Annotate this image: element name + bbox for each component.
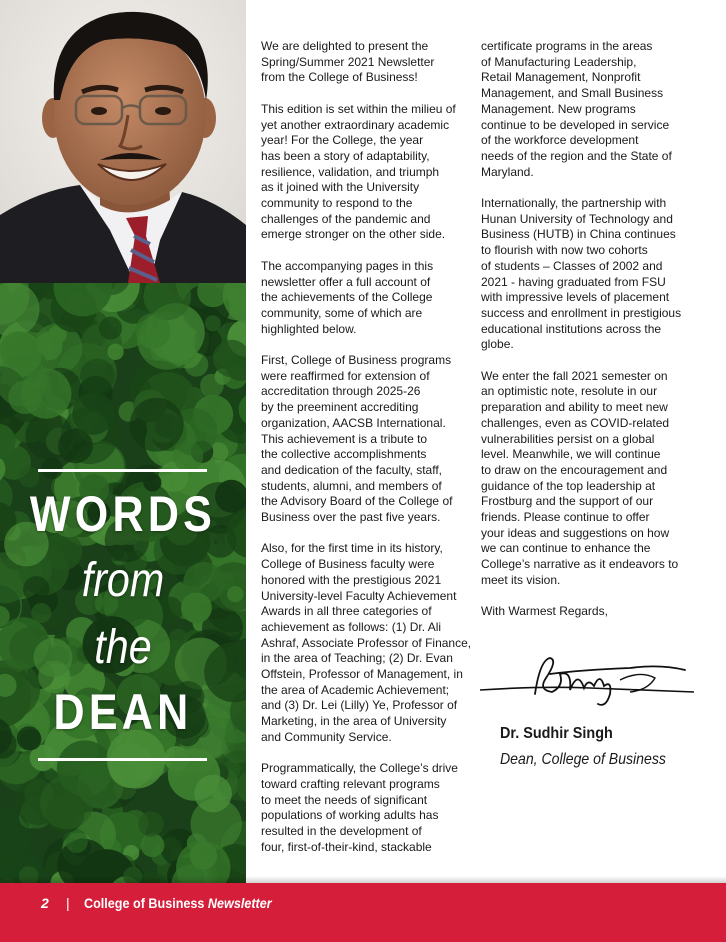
text-line: Also, for the first time in its history, (261, 541, 443, 556)
text-line: Management. New programs (481, 101, 636, 116)
text-line: Ashraf, Associate Professor of Finance, (261, 635, 472, 650)
text-line: Business (HUTB) in China continues (481, 227, 676, 242)
text-line: toward crafting relevant programs (261, 776, 440, 791)
text-line: the achievements of the College (261, 290, 433, 305)
col1-paragraph (261, 541, 471, 745)
text-line: College’s narrative as it endeavors to (481, 557, 679, 572)
page-number: 2 (41, 895, 49, 911)
text-line: to flourish with now two cohorts (481, 243, 648, 258)
text-line: Offstein, Professor of Management, in (261, 667, 463, 682)
text-line: by the preeminent accrediting (261, 400, 419, 415)
text-line: needs of the region and the State of (481, 148, 672, 163)
text-line: four, first-of-their-kind, stackable (261, 839, 432, 854)
text-line: This achievement is a tribute to (261, 431, 428, 446)
text-line: 2021 - having graduated from FSU (481, 274, 666, 289)
publication-name-italic: Newsletter (207, 895, 272, 911)
text-line: to draw on the encouragement and (481, 462, 668, 477)
text-line: Retail Management, Nonprofit (481, 70, 641, 85)
publication-name-main: College of Business (84, 895, 205, 911)
text-line: Awards in all three categories of (261, 604, 432, 619)
text-line: Maryland. (481, 164, 534, 179)
text-line: educational institutions across the (481, 321, 662, 336)
text-line: and (3) Dr. Lei (Lilly) Ye, Professor of (261, 698, 458, 713)
col1-paragraph (261, 102, 471, 243)
text-line: success and enrollment in prestigious (481, 305, 682, 320)
footer-separator: | (66, 895, 70, 911)
text-line: Marketing, in the area of University (261, 714, 447, 729)
text-line: achievement as follows: (1) Dr. Ali (261, 619, 442, 634)
left-image-panel (0, 0, 246, 883)
text-line: continue to be developed in service (481, 117, 670, 132)
col1-paragraph (261, 259, 471, 338)
text-line: friends. Please continue to offer (481, 510, 650, 525)
text-line: globe. (481, 337, 514, 352)
text-line: Frostburg and the support of our (481, 494, 654, 509)
text-line: and Community Service. (261, 729, 392, 744)
text-line: Programmatically, the College’s drive (261, 761, 458, 776)
text-line: as it joined with the University (261, 180, 420, 195)
letter-column-left (261, 39, 471, 871)
dean-title: Dean, College of Business (500, 751, 666, 768)
text-line: to meet the needs of significant (261, 792, 428, 807)
text-line: resilience, validation, and triumph (261, 164, 440, 179)
col2-paragraph (481, 39, 691, 180)
text-line: of the workforce development (481, 133, 639, 148)
text-line: organization, AACSB International. (261, 415, 446, 430)
text-line: accreditation through 2025-26 (261, 384, 421, 399)
col2-paragraph (481, 196, 691, 353)
text-line: the Advisory Board of the College of (261, 494, 453, 509)
text-line: University-level Faculty Achievement (261, 588, 457, 603)
text-line: from the College of Business! (261, 70, 418, 85)
text-line: community to respond to the (261, 196, 413, 211)
title-dean: DEAN (53, 684, 193, 740)
dean-signature (480, 650, 695, 712)
text-line: newsletter offer a full account of (261, 274, 431, 289)
col1-paragraph (261, 39, 471, 86)
text-line: This edition is set within the milieu of (261, 101, 456, 116)
text-line: First, College of Business programs (261, 353, 452, 368)
text-line: Management, and Small Business (481, 86, 664, 101)
dean-portrait-photo (0, 0, 246, 283)
text-line: certificate programs in the areas (481, 39, 653, 53)
title-words: WORDS (29, 486, 217, 542)
text-line: and dedication of the faculty, staff, (261, 462, 443, 477)
words-from-the-dean-title (0, 465, 246, 765)
text-line: Business over the past five years. (261, 510, 441, 525)
text-line: of students – Classes of 2002 and (481, 258, 663, 273)
text-line: yet another extraordinary academic (261, 117, 450, 132)
text-line: The accompanying pages in this (261, 258, 434, 273)
col2-paragraph (481, 604, 691, 620)
col1-paragraph (261, 353, 471, 526)
letter-column-right (481, 39, 691, 636)
text-line: With Warmest Regards, (481, 604, 608, 619)
dean-name: Dr. Sudhir Singh (500, 725, 613, 742)
text-line: with impressive levels of placement (481, 290, 670, 305)
text-line: honored with the prestigious 2021 (261, 572, 442, 587)
text-line: populations of working adults has (261, 808, 439, 823)
text-line: guidance of the top leadership at (481, 478, 656, 493)
text-line: Hunan University of Technology and (481, 211, 673, 226)
text-line: year! For the College, the year (261, 133, 424, 148)
text-line: were reaffirmed for extension of (261, 368, 430, 383)
text-line: has been a story of adaptability, (261, 148, 430, 163)
text-line: preparation and ability to meet new (481, 400, 668, 415)
text-line: emerge stronger on the other side. (261, 227, 446, 242)
text-line: College of Business faculty were (261, 557, 435, 572)
title-bottom-rule (38, 758, 207, 761)
text-line: your ideas and suggestions on how (481, 525, 670, 540)
text-line: We are delighted to present the (261, 39, 429, 53)
text-line: Internationally, the partnership with (481, 196, 667, 211)
text-line: Spring/Summer 2021 Newsletter (261, 54, 435, 69)
text-line: challenges of the pandemic and (261, 211, 431, 226)
title-top-rule (38, 469, 207, 472)
text-line: We enter the fall 2021 semester on (481, 368, 668, 383)
text-line: an optimistic note, resolute in our (481, 384, 658, 399)
text-line: meet its vision. (481, 572, 561, 587)
text-line: highlighted below. (261, 321, 357, 336)
title-the: the (94, 621, 152, 674)
publication-name (84, 895, 272, 911)
text-line: resulted in the development of (261, 824, 422, 839)
text-line: we can continue to enhance the (481, 541, 651, 556)
col2-paragraph (481, 369, 691, 589)
text-line: challenges, even as COVID-related (481, 415, 670, 430)
text-line: in the area of Teaching; (2) Dr. Evan (261, 651, 453, 666)
text-line: students, alumni, and members of (261, 478, 442, 493)
text-line: vulnerabilities persist on a global (481, 431, 655, 446)
text-line: of Manufacturing Leadership, (481, 54, 637, 69)
text-line: the collective accomplishments (261, 447, 427, 462)
text-line: community, some of which are (261, 305, 423, 320)
text-line: the area of Academic Achievement; (261, 682, 450, 697)
footer-bar (0, 883, 726, 942)
title-from: from (81, 554, 165, 607)
footer-shadow (0, 876, 726, 883)
text-line: level. Meanwhile, we will continue (481, 447, 661, 462)
col1-paragraph (261, 761, 471, 855)
